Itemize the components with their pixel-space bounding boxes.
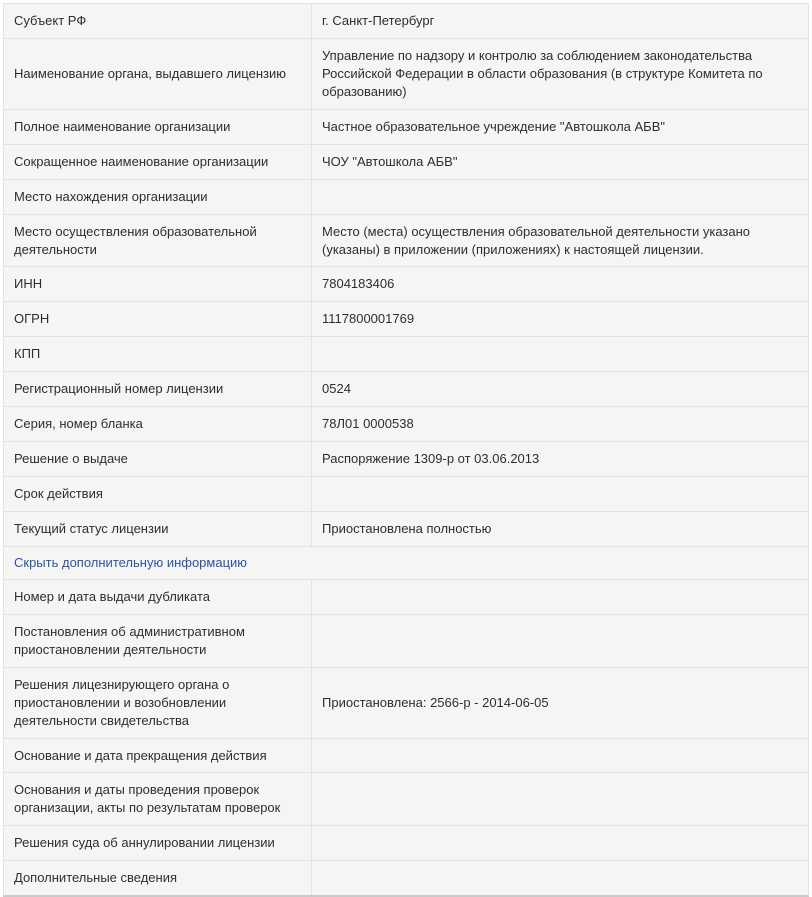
field-value: 78Л01 0000538 — [312, 407, 809, 442]
table-row — [4, 109, 809, 144]
table-row — [4, 214, 809, 267]
table-row — [4, 442, 809, 477]
field-value — [312, 179, 809, 214]
field-label: Место осуществления образовательной деятельности — [4, 214, 312, 267]
field-label: Серия, номер бланка — [4, 407, 312, 442]
field-label: Номер и дата выдачи дубликата — [4, 579, 312, 614]
field-value — [312, 614, 809, 667]
field-value: Распоряжение 1309-р от 03.06.2013 — [312, 442, 809, 477]
field-value: Управление по надзору и контролю за соблюдением законодательства Российской Федерации в области образования (в структуре Комитета по образованию) — [312, 38, 809, 109]
field-label: Субъект РФ — [4, 4, 312, 39]
field-label: Решения суда об аннулировании лицензии — [4, 826, 312, 861]
field-label: Основание и дата прекращения действия — [4, 738, 312, 773]
field-label: ИНН — [4, 267, 312, 302]
table-row — [4, 512, 809, 547]
field-label: Срок действия — [4, 477, 312, 512]
field-label: Сокращенное наименование организации — [4, 144, 312, 179]
field-label: Наименование органа, выдавшего лицензию — [4, 38, 312, 109]
field-label: Место нахождения организации — [4, 179, 312, 214]
toggle-additional-info-row — [4, 546, 809, 579]
table-row — [4, 407, 809, 442]
field-label: КПП — [4, 337, 312, 372]
field-value — [312, 826, 809, 861]
field-label: Дополнительные сведения — [4, 861, 312, 896]
table-row — [4, 267, 809, 302]
field-value — [312, 579, 809, 614]
field-value: Приостановлена полностью — [312, 512, 809, 547]
field-label: Решение о выдаче — [4, 442, 312, 477]
field-value — [312, 738, 809, 773]
field-value — [312, 337, 809, 372]
table-row — [4, 826, 809, 861]
field-label: Постановления об административном приостановлении деятельности — [4, 614, 312, 667]
field-label: Полное наименование организации — [4, 109, 312, 144]
table-row — [4, 302, 809, 337]
table-row — [4, 614, 809, 667]
table-row — [4, 144, 809, 179]
field-label: Решения лицезнирующего органа о приостановлении и возобновлении деятельности свидетельства — [4, 667, 312, 738]
field-label: Текущий статус лицензии — [4, 512, 312, 547]
field-value: г. Санкт-Петербург — [312, 4, 809, 39]
field-label: ОГРН — [4, 302, 312, 337]
toggle-additional-info-cell — [4, 546, 809, 579]
table-row — [4, 477, 809, 512]
table-row — [4, 38, 809, 109]
table-row — [4, 4, 809, 39]
field-value — [312, 773, 809, 826]
field-value — [312, 861, 809, 896]
table-row — [4, 579, 809, 614]
field-value: Место (места) осуществления образовательной деятельности указано (указаны) в приложении (приложениях) к настоящей лицензии. — [312, 214, 809, 267]
table-row — [4, 372, 809, 407]
field-value — [312, 477, 809, 512]
hide-additional-info-link[interactable]: Скрыть дополнительную информацию — [14, 554, 248, 570]
field-value: Частное образовательное учреждение "Автошкола АБВ" — [312, 109, 809, 144]
field-value: 7804183406 — [312, 267, 809, 302]
table-row — [4, 667, 809, 738]
field-label: Регистрационный номер лицензии — [4, 372, 312, 407]
field-value: Приостановлена: 2566-р - 2014-06-05 — [312, 667, 809, 738]
field-value: 1117800001769 — [312, 302, 809, 337]
field-value: ЧОУ "Автошкола АБВ" — [312, 144, 809, 179]
table-row — [4, 738, 809, 773]
field-value: 0524 — [312, 372, 809, 407]
table-row — [4, 179, 809, 214]
field-label: Основания и даты проведения проверок организации, акты по результатам проверок — [4, 773, 312, 826]
table-row — [4, 337, 809, 372]
license-details-table — [3, 3, 809, 897]
table-row — [4, 861, 809, 896]
table-row — [4, 773, 809, 826]
